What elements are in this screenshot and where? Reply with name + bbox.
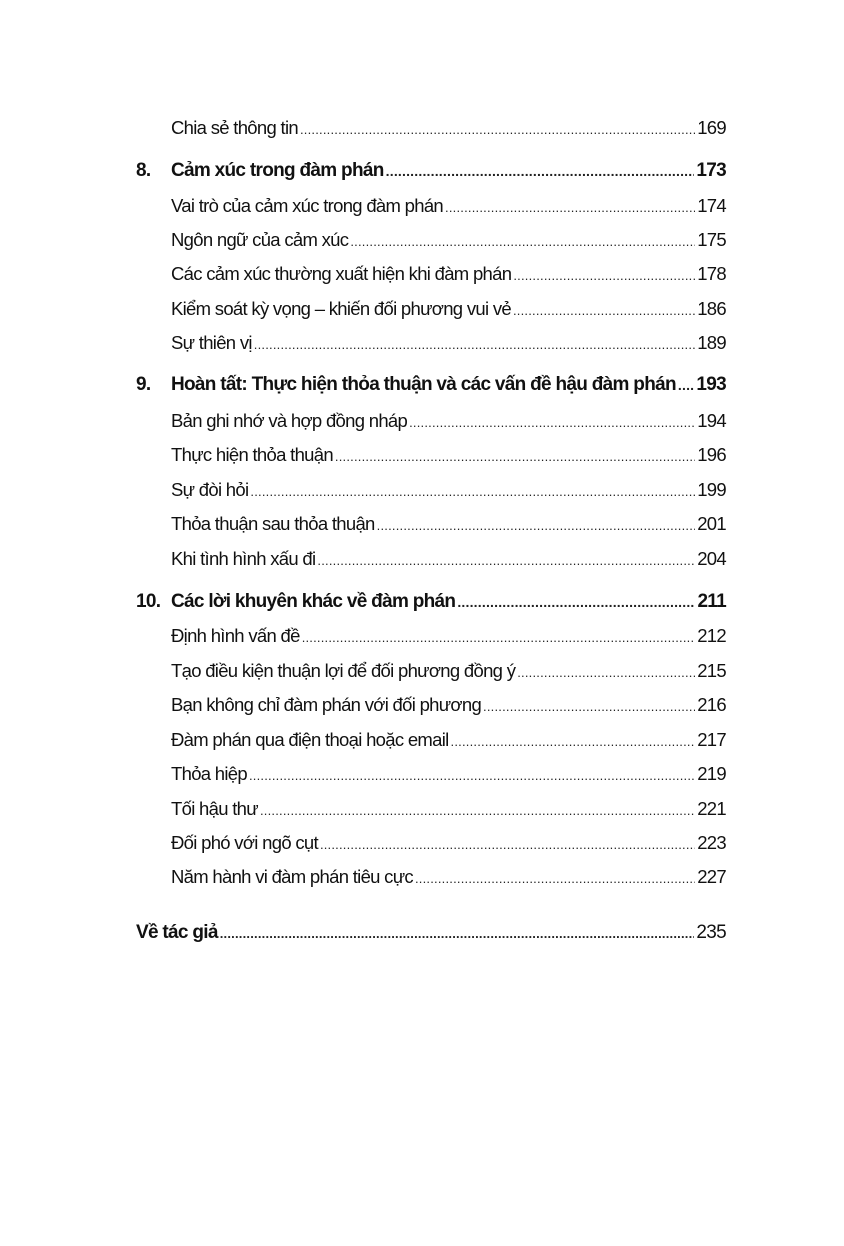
toc-entry-page: 217 xyxy=(697,729,726,750)
toc-chapter-8[interactable] xyxy=(136,160,726,182)
toc-entry-title: Sự đòi hỏi xyxy=(171,479,249,500)
toc-entry-page: 194 xyxy=(697,410,726,431)
toc-entry[interactable] xyxy=(171,832,726,854)
toc-back-matter[interactable] xyxy=(136,922,726,944)
toc-entry-page: 201 xyxy=(697,513,726,534)
toc-entry[interactable] xyxy=(171,263,726,285)
toc-entry-title: Chia sẻ thông tin xyxy=(171,117,298,138)
toc-entry-page: 189 xyxy=(697,332,726,353)
toc-entry[interactable] xyxy=(171,513,726,535)
toc-entry-title: Ngôn ngữ của cảm xúc xyxy=(171,229,349,250)
toc-entry-title: Kiểm soát kỳ vọng – khiến đối phương vui vẻ xyxy=(171,298,511,319)
toc-entry-page: 178 xyxy=(697,263,726,284)
toc-entry[interactable] xyxy=(171,763,726,785)
toc-entry[interactable] xyxy=(171,229,726,251)
toc-entry-title: Tối hậu thư xyxy=(171,798,258,819)
toc-entry[interactable] xyxy=(171,444,726,466)
dot-leader xyxy=(451,734,696,749)
toc-entry-page: 216 xyxy=(697,694,726,715)
toc-entry[interactable] xyxy=(171,195,726,217)
toc-entry-page: 174 xyxy=(697,195,726,216)
toc-chapter-10[interactable] xyxy=(136,591,726,613)
toc-entry-page: 175 xyxy=(697,229,726,250)
chapter-page: 173 xyxy=(696,160,726,181)
toc-entry-title: Tạo điều kiện thuận lợi để đối phương đồng ý xyxy=(171,660,516,681)
dot-leader xyxy=(445,200,695,215)
dot-leader xyxy=(350,234,695,249)
toc-entry-title: Khi tình hình xấu đi xyxy=(171,548,316,569)
toc-entry-page: 169 xyxy=(697,117,726,138)
chapter-number: 8. xyxy=(136,160,151,181)
dot-leader xyxy=(250,484,695,499)
toc-chapter-9[interactable] xyxy=(136,374,726,396)
dot-leader xyxy=(302,630,696,645)
toc-entry[interactable] xyxy=(171,332,726,354)
toc-entry-page: 223 xyxy=(697,832,726,853)
chapter-title: Hoàn tất: Thực hiện thỏa thuận và các vấn đề hậu đàm phán xyxy=(171,374,676,395)
toc-entry-page: 199 xyxy=(697,479,726,500)
toc-entry-page: 215 xyxy=(697,660,726,681)
toc-entry-title: Đàm phán qua điện thoại hoặc email xyxy=(171,729,449,750)
dot-leader xyxy=(249,768,695,783)
chapter-page: 193 xyxy=(696,374,726,395)
toc-entry-title: Vai trò của cảm xúc trong đàm phán xyxy=(171,195,444,216)
dot-leader xyxy=(386,163,695,179)
toc-entry-title: Thực hiện thỏa thuận xyxy=(171,444,333,465)
toc-entry[interactable] xyxy=(171,660,726,682)
toc-entry-page: 219 xyxy=(697,763,726,784)
chapter-title: Cảm xúc trong đàm phán xyxy=(171,160,384,181)
toc-entry[interactable] xyxy=(171,694,726,716)
toc-entry-title: Bạn không chỉ đàm phán với đối phương xyxy=(171,694,482,715)
dot-leader xyxy=(320,837,695,852)
dot-leader xyxy=(457,594,695,610)
chapter-page: 211 xyxy=(697,591,726,612)
toc-entry-title: Sự thiên vị xyxy=(171,332,252,353)
toc-entry-title: Thỏa hiệp xyxy=(171,763,247,784)
toc-entry[interactable] xyxy=(171,479,726,501)
toc-entry[interactable] xyxy=(171,625,726,647)
toc-entry[interactable] xyxy=(171,117,726,139)
toc-entry-title: Định hình vấn đề xyxy=(171,625,300,646)
back-matter-page: 235 xyxy=(696,922,726,943)
toc-entry[interactable] xyxy=(171,798,726,820)
toc-entry[interactable] xyxy=(171,548,726,570)
dot-leader xyxy=(513,303,695,318)
dot-leader xyxy=(317,553,695,568)
dot-leader xyxy=(483,699,695,714)
dot-leader xyxy=(335,449,695,464)
back-matter-title: Về tác giả xyxy=(136,922,218,943)
dot-leader xyxy=(254,337,695,352)
dot-leader xyxy=(409,415,695,430)
toc-entry-page: 186 xyxy=(697,298,726,319)
chapter-number: 9. xyxy=(136,374,151,395)
toc-entry-page: 212 xyxy=(697,625,726,646)
chapter-title: Các lời khuyên khác về đàm phán xyxy=(171,591,456,612)
toc-entry[interactable] xyxy=(171,410,726,432)
dot-leader xyxy=(300,122,695,137)
toc-entry-title: Các cảm xúc thường xuất hiện khi đàm phán xyxy=(171,263,512,284)
toc-entry-page: 196 xyxy=(697,444,726,465)
dot-leader xyxy=(415,871,695,886)
toc-entry-page: 204 xyxy=(697,548,726,569)
toc-entry-page: 227 xyxy=(697,866,726,887)
dot-leader xyxy=(377,518,696,533)
toc-entry[interactable] xyxy=(171,866,726,888)
dot-leader xyxy=(220,926,695,941)
toc-entry[interactable] xyxy=(171,298,726,320)
toc-entry-title: Năm hành vi đàm phán tiêu cực xyxy=(171,866,413,887)
toc-entry-title: Đối phó với ngõ cụt xyxy=(171,832,318,853)
toc-entry-title: Thỏa thuận sau thỏa thuận xyxy=(171,513,375,534)
toc-entry[interactable] xyxy=(171,729,726,751)
toc-entry-title: Bản ghi nhớ và hợp đồng nháp xyxy=(171,410,408,431)
dot-leader xyxy=(517,665,695,680)
dot-leader xyxy=(678,377,695,393)
dot-leader xyxy=(513,268,695,283)
toc-entry-page: 221 xyxy=(697,798,726,819)
chapter-number: 10. xyxy=(136,591,161,612)
dot-leader xyxy=(260,803,695,818)
